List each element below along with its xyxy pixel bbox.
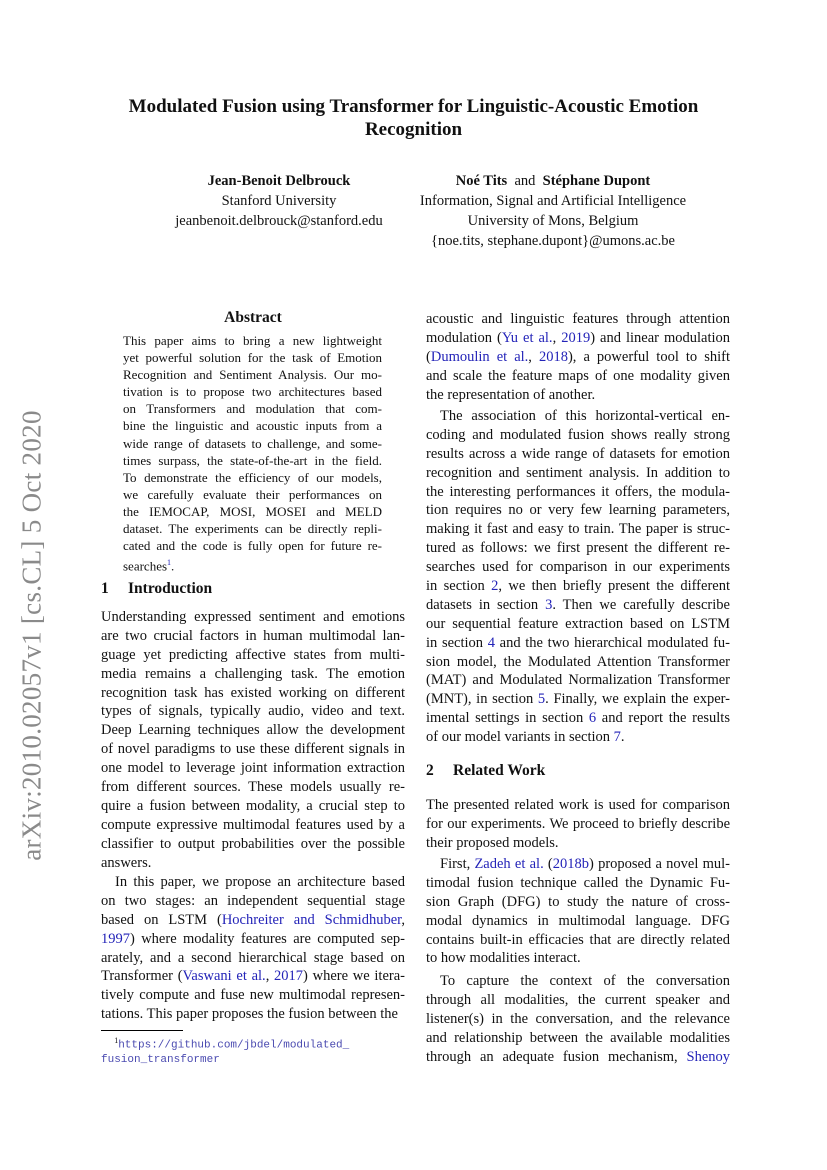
text-segment: ( (426, 348, 431, 365)
text-line (101, 816, 405, 835)
text-line (426, 348, 730, 367)
text-segment: recognition task has existed working on different (101, 684, 405, 701)
text-line (426, 1048, 730, 1067)
text-line (101, 797, 405, 816)
text-line (426, 483, 730, 502)
intro-paragraph-2 (101, 873, 405, 1024)
paper-title (0, 95, 827, 141)
text-segment: To capture the context of the conversation (440, 973, 730, 989)
author-email: jeanbenoit.delbrouck@stanford.edu (175, 213, 383, 229)
author-conjunction: and (514, 173, 536, 189)
text-segment: acoustic and linguistic features through attention (426, 311, 730, 327)
text-segment: sion model, the Modulated Attention Transformer (426, 653, 730, 670)
text-line (426, 539, 730, 558)
text-line (426, 596, 730, 615)
title-line: Recognition (364, 119, 463, 140)
text-line (123, 435, 382, 452)
right-paragraph-1 (426, 310, 730, 404)
citation-link[interactable]: Zadeh et al. (474, 856, 544, 872)
text-line (101, 778, 405, 797)
section-title: Introduction (128, 580, 213, 597)
text-line (426, 558, 730, 577)
text-line (101, 627, 405, 646)
text-segment: In this paper, we propose an architecture based (115, 874, 405, 890)
text-segment: . Then we carefully describe (552, 596, 730, 613)
text-segment: timodal fusion technique called the Dynamic Fu- (426, 874, 730, 891)
text-line (426, 834, 730, 853)
text-segment: The association of this horizontal-vertical en- (440, 408, 730, 424)
text-line (101, 949, 405, 968)
text-line (101, 646, 405, 665)
text-segment: for our experiments. We proceed to briefly describe (426, 815, 730, 832)
text-segment: ) proposed a novel mul- (589, 856, 730, 872)
citation-link[interactable]: 2017 (274, 968, 304, 985)
text-line (123, 400, 382, 417)
text-segment: to how modalities interact. (426, 950, 581, 967)
text-segment: coding and modulated fusion shows really strong (426, 426, 730, 443)
text-line (426, 1010, 730, 1029)
author-email: {noe.tits, stephane.dupont}@umons.ac.be (431, 233, 675, 249)
text-line (426, 426, 730, 445)
footnote (101, 1034, 349, 1067)
text-line (123, 417, 382, 434)
text-line (426, 367, 730, 386)
text-segment: are two crucial factors in human multimodal lan- (101, 627, 405, 644)
text-segment: ) and linear modulation (590, 329, 731, 346)
text-segment: of our model variants in section (426, 729, 614, 746)
author-affiliation: University of Mons, Belgium (467, 213, 639, 229)
text-segment: searches (123, 558, 168, 574)
text-line (426, 893, 730, 912)
text-segment: and relationship between the available modalities (426, 1029, 730, 1046)
text-segment: answers. (101, 854, 152, 871)
section-number: 2 (426, 762, 434, 779)
related-work-paragraph-2 (426, 855, 730, 968)
text-line (426, 931, 730, 950)
text-line (101, 608, 405, 627)
text-segment: (MAT) and Modulated Normalization Transformer (426, 672, 730, 689)
footnote-reference[interactable]: 1 (167, 558, 172, 568)
text-segment: on Transformers and modulation that com- (123, 401, 382, 417)
abstract-text (123, 332, 382, 574)
author-name: Noé Tits (455, 173, 508, 189)
text-segment: sion Graph (DFG) to study the nature of cross- (426, 893, 730, 910)
citation-link[interactable]: Hochreiter and Schmidhuber (221, 911, 402, 928)
text-segment: the representation of another. (426, 386, 596, 403)
footnote-link[interactable]: fusion_transformer (101, 1053, 220, 1066)
text-segment: ( (543, 856, 553, 872)
author-block-right (393, 171, 713, 251)
text-segment: contains built-in efficacies that are directly related (426, 931, 730, 948)
text-segment: listener(s) in the conversation, and the relevance (426, 1010, 730, 1027)
text-line (426, 690, 730, 709)
text-segment: times surpass, the state-of-the-art in the field. (123, 452, 382, 468)
text-line (426, 912, 730, 931)
text-line (426, 949, 730, 968)
text-segment: recognition and sentiment analysis. In addition to (426, 464, 730, 481)
text-line (426, 855, 730, 874)
text-segment: tion requires no or very few learning parameters, (426, 502, 730, 519)
text-line (101, 986, 405, 1005)
text-segment: based on LSTM ( (101, 911, 222, 928)
text-segment: . Finally, we explain the exper- (545, 691, 730, 708)
text-line (101, 721, 405, 740)
text-line (101, 702, 405, 721)
text-segment: yet powerful solution for the task of Emotion (123, 350, 382, 366)
citation-link[interactable]: 2019 (561, 329, 591, 346)
text-line (426, 464, 730, 483)
text-segment: types of signals, typically audio, video and text. (101, 703, 405, 720)
text-segment: . (171, 558, 175, 574)
citation-link[interactable]: 2018b (552, 856, 590, 872)
citation-link[interactable]: 2018 (538, 348, 568, 365)
text-segment: the interesting performances it offers, the modula- (426, 483, 730, 500)
text-line (426, 310, 730, 329)
text-line (101, 911, 405, 930)
text-segment: tured as follows: we first present the different re- (426, 540, 730, 557)
text-segment: First, (440, 856, 475, 872)
text-segment: quire a fusion between modality, a crucial step to (101, 797, 405, 814)
text-line (101, 759, 405, 778)
text-segment: from different sources. These models usually re- (101, 779, 405, 796)
text-segment: ) where we itera- (303, 968, 405, 985)
citation-link[interactable]: 6 (588, 710, 597, 727)
text-line (426, 709, 730, 728)
text-segment: Understanding expressed sentiment and emotions (101, 609, 405, 625)
text-segment: ), a powerful tool to shift (567, 348, 730, 365)
text-line (426, 991, 730, 1010)
text-segment: on two stages: an independent sequential stage (101, 892, 405, 909)
text-line (426, 577, 730, 596)
text-segment: in section (426, 578, 492, 595)
text-segment: Recognition and Sentiment Analysis. Our mo- (123, 367, 382, 383)
text-line (426, 501, 730, 520)
text-segment: tivation is to propose two architectures based (123, 384, 382, 400)
text-segment: in section (426, 634, 488, 651)
citation-link[interactable]: 5 (537, 691, 546, 708)
text-segment: and the two hierarchical modulated fu- (494, 634, 730, 651)
section-1-heading (101, 580, 212, 598)
text-segment: and scale the feature maps of one modality given (426, 367, 730, 384)
arxiv-identifier-stamp: arXiv:2010.02057v1 [cs.CL] 5 Oct 2020 (16, 410, 47, 861)
text-segment: modal dynamics in multimodal language. DFG (426, 912, 730, 929)
text-segment: The presented related work is used for comparison (426, 797, 730, 813)
text-segment: media remains a challenging task. The emotion (101, 665, 405, 682)
text-segment: To demonstrate the efficiency of our models, (123, 469, 382, 485)
text-segment: classifier to output probabilities over the possible (101, 835, 405, 852)
text-line (123, 537, 382, 554)
text-segment: Deep Learning techniques allow the development (101, 722, 405, 739)
related-work-paragraph-3 (426, 972, 730, 1066)
text-segment: modulation ( (426, 329, 502, 346)
author-block-left (140, 171, 418, 231)
text-line (426, 329, 730, 348)
text-line (426, 407, 730, 426)
text-line (101, 665, 405, 684)
author-name: Jean-Benoit Delbrouck (207, 173, 351, 189)
citation-link[interactable]: Yu et al. (501, 329, 553, 346)
text-line (123, 349, 382, 366)
citation-link[interactable]: 7 (613, 729, 621, 746)
text-line (426, 796, 730, 815)
text-line (101, 684, 405, 703)
text-line (123, 383, 382, 400)
text-segment: arately, and a second hierarchical stage based on (101, 949, 405, 966)
text-segment: and report the results (596, 710, 730, 727)
text-line (123, 366, 382, 383)
text-line (426, 972, 730, 991)
text-segment: we carefully evaluate their performances on (123, 486, 382, 502)
text-segment: making it fast and easy to train. The paper is struc- (426, 521, 730, 538)
intro-paragraph-1 (101, 608, 405, 872)
text-segment: one model to leverage joint information extraction (101, 760, 405, 777)
section-number: 1 (101, 580, 109, 597)
text-line (426, 874, 730, 893)
text-segment: bine the linguistic and acoustic inputs from a (123, 418, 382, 434)
text-line (426, 386, 730, 405)
text-segment: (MNT), in section (426, 691, 538, 708)
footnote-mark: 1 (114, 1036, 119, 1045)
text-line (101, 740, 405, 759)
author-affiliation: Stanford University (221, 193, 337, 209)
citation-link[interactable]: 4 (487, 634, 495, 651)
citation-link[interactable]: Dumoulin et al. (430, 348, 529, 365)
text-segment: their proposed models. (426, 834, 559, 851)
text-segment: guage yet predicting affective states from multi- (101, 646, 405, 663)
footnote-rule (101, 1030, 183, 1031)
text-segment: ) where modality features are computed sep- (130, 930, 405, 947)
text-line (123, 520, 382, 537)
text-segment: through an adequate fusion mechanism, (426, 1048, 687, 1065)
footnote-link[interactable]: https://github.com/jbdel/modulated_ (118, 1039, 350, 1052)
text-line (123, 503, 382, 520)
text-line (101, 835, 405, 854)
text-segment: through all modalities, the current speaker and (426, 991, 730, 1008)
text-line (123, 554, 382, 574)
text-line (101, 892, 405, 911)
citation-link[interactable]: 1997 (101, 930, 130, 947)
text-segment: imental settings in section (426, 710, 589, 727)
text-segment: , (528, 348, 539, 365)
text-line (101, 854, 405, 873)
text-segment: compute expressive multimodal features used by a (101, 816, 405, 833)
text-segment: , (552, 329, 562, 346)
text-line (123, 486, 382, 503)
text-segment: Transformer ( (101, 968, 183, 985)
text-line (101, 1005, 405, 1024)
text-line (426, 728, 730, 747)
text-segment: , (401, 911, 405, 928)
text-line (101, 967, 405, 986)
text-line (426, 634, 730, 653)
citation-link[interactable]: 2 (491, 578, 499, 595)
text-line (101, 873, 405, 892)
text-line (426, 653, 730, 672)
right-paragraph-2 (426, 407, 730, 747)
text-segment: . (620, 729, 625, 746)
text-segment: cated and the code is fully open for future re- (123, 538, 382, 554)
text-segment: This paper aims to bring a new lightweight (123, 333, 382, 348)
citation-link[interactable]: Vaswani et al. (182, 968, 266, 985)
text-line (426, 445, 730, 464)
text-segment: results across a wide range of datasets for emotion (426, 445, 730, 462)
text-segment: tations. This paper proposes the fusion between the (101, 1006, 398, 1023)
text-segment: of novel paradigms to use these different signals in (101, 741, 405, 758)
text-line (426, 615, 730, 634)
text-line (426, 1029, 730, 1048)
text-line (426, 815, 730, 834)
text-line (123, 469, 382, 486)
text-segment: , (265, 968, 275, 985)
text-segment: searches used for comparison in our experiments (426, 559, 730, 576)
section-2-heading (426, 762, 545, 780)
text-segment: the IEMOCAP, MOSI, MOSEI and MELD (123, 503, 382, 519)
abstract-heading: Abstract (224, 309, 282, 326)
text-line (426, 520, 730, 539)
citation-link[interactable]: Shenoy (686, 1048, 730, 1065)
text-segment: datasets in section (426, 596, 546, 613)
title-line: Modulated Fusion using Transformer for Linguistic-Acoustic Emotion (128, 96, 699, 117)
text-segment: our sequential feature extraction based on LSTM (426, 615, 730, 632)
author-affiliation: Information, Signal and Artificial Intelligence (419, 193, 687, 209)
text-line (101, 930, 405, 949)
text-segment: , we then briefly present the different (498, 578, 730, 595)
text-line (426, 671, 730, 690)
citation-link[interactable]: 3 (545, 596, 553, 613)
text-segment: tively compute and fuse new multimodal represen- (101, 987, 405, 1004)
author-name: Stéphane Dupont (542, 173, 651, 189)
text-line (123, 332, 382, 349)
section-title: Related Work (453, 762, 546, 779)
related-work-paragraph-1 (426, 796, 730, 853)
text-line (123, 452, 382, 469)
text-segment: dataset. The experiments can be directly repli- (123, 521, 382, 537)
text-segment: wide range of datasets to challenge, and some- (123, 435, 382, 451)
